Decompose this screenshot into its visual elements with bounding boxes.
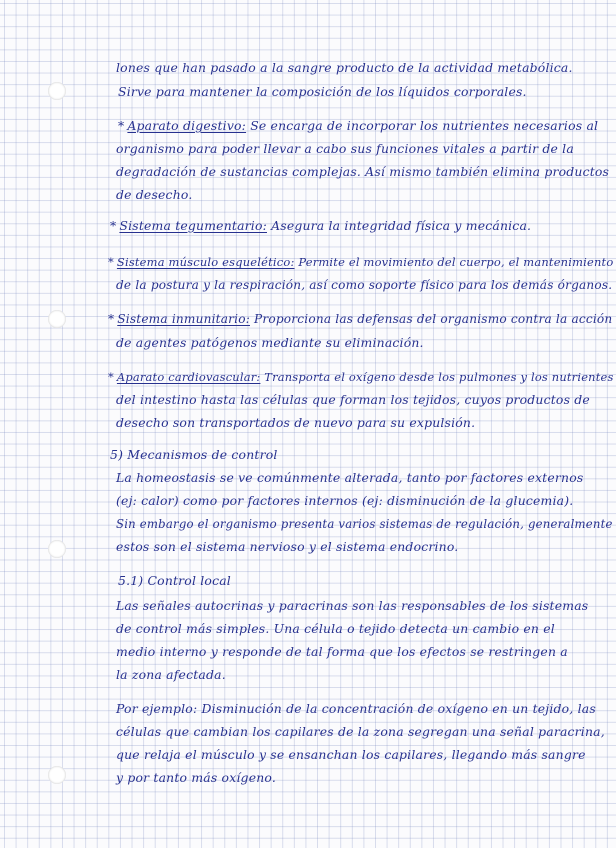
text-line: Sin embargo el organismo presenta varios sistemas de regulación, generalmente	[116, 517, 613, 531]
text-line	[118, 118, 598, 134]
text-line: Las señales autocrinas y paracrinas son las responsables de los sistemas	[116, 598, 589, 613]
section-heading: 5) Mecanismos de control	[110, 447, 278, 462]
text-line: (ej: calor) como por factores internos (ej: disminución de la glucemia).	[116, 493, 574, 508]
text-line: Sirve para mantener la composición de los líquidos corporales.	[118, 84, 527, 99]
heading-sistema-inmunitario: Sistema inmunitario:	[117, 312, 250, 326]
section-heading: 5.1) Control local	[118, 573, 231, 588]
binder-hole	[48, 766, 66, 784]
text-line: de la postura y la respiración, así como soporte físico para los demás órganos.	[116, 278, 613, 292]
bullet-asterisk: *	[118, 118, 125, 133]
text-span: Proporciona las defensas del organismo contra la acción	[249, 312, 613, 326]
binder-hole	[48, 540, 66, 558]
text-span: Transporta el oxígeno desde los pulmones y los nutrientes	[260, 370, 614, 384]
text-line: organismo para poder llevar a cabo sus funciones vitales a partir de la	[116, 141, 574, 156]
text-line: la zona afectada.	[116, 667, 226, 682]
text-line	[108, 311, 612, 327]
text-line: lones que han pasado a la sangre producto de la actividad metabólica.	[116, 60, 573, 75]
text-span: Permite el movimiento del cuerpo, el mantenimiento	[294, 255, 614, 269]
text-line: y por tanto más oxígeno.	[116, 770, 276, 785]
text-line: desecho son transportados de nuevo para su expulsión.	[116, 415, 476, 430]
text-line: que relaja el músculo y se ensanchan los capilares, llegando más sangre	[116, 747, 586, 762]
binder-hole	[48, 310, 66, 328]
text-line: del intestino hasta las células que forman los tejidos, cuyos productos de	[116, 392, 590, 407]
text-line: de agentes patógenos mediante su eliminación.	[116, 335, 424, 350]
text-line	[110, 218, 531, 234]
heading-sistema-tegumentario: Sistema tegumentario:	[119, 218, 267, 233]
text-line: estos son el sistema nervioso y el sistema endocrino.	[116, 539, 459, 554]
text-span: Se encarga de incorporar los nutrientes necesarios al	[246, 118, 599, 133]
heading-aparato-cardiovascular: Aparato cardiovascular:	[116, 370, 261, 384]
bullet-asterisk: *	[108, 312, 115, 326]
text-line	[108, 369, 614, 385]
heading-sistema-musculo-esqueletico: Sistema músculo esquelético:	[116, 255, 295, 269]
heading-aparato-digestivo: Aparato digestivo:	[127, 118, 247, 133]
bullet-asterisk: *	[108, 255, 114, 269]
text-line: de desecho.	[116, 187, 193, 202]
text-line: La homeostasis se ve comúnmente alterada, tanto por factores externos	[116, 470, 584, 485]
text-line: Por ejemplo: Disminución de la concentración de oxígeno en un tejido, las	[116, 701, 596, 716]
text-span: Asegura la integridad física y mecánica.	[266, 218, 532, 233]
text-line	[108, 254, 613, 270]
text-line: degradación de sustancias complejas. Así mismo también elimina productos	[116, 164, 610, 179]
text-line: de control más simples. Una célula o tejido detecta un cambio en el	[116, 621, 555, 636]
binder-hole	[48, 82, 66, 100]
text-line: medio interno y responde de tal forma que los efectos se restringen a	[116, 644, 568, 659]
bullet-asterisk: *	[108, 370, 114, 384]
text-line: células que cambian los capilares de la zona segregan una señal paracrina,	[116, 724, 605, 739]
bullet-asterisk: *	[110, 218, 117, 233]
